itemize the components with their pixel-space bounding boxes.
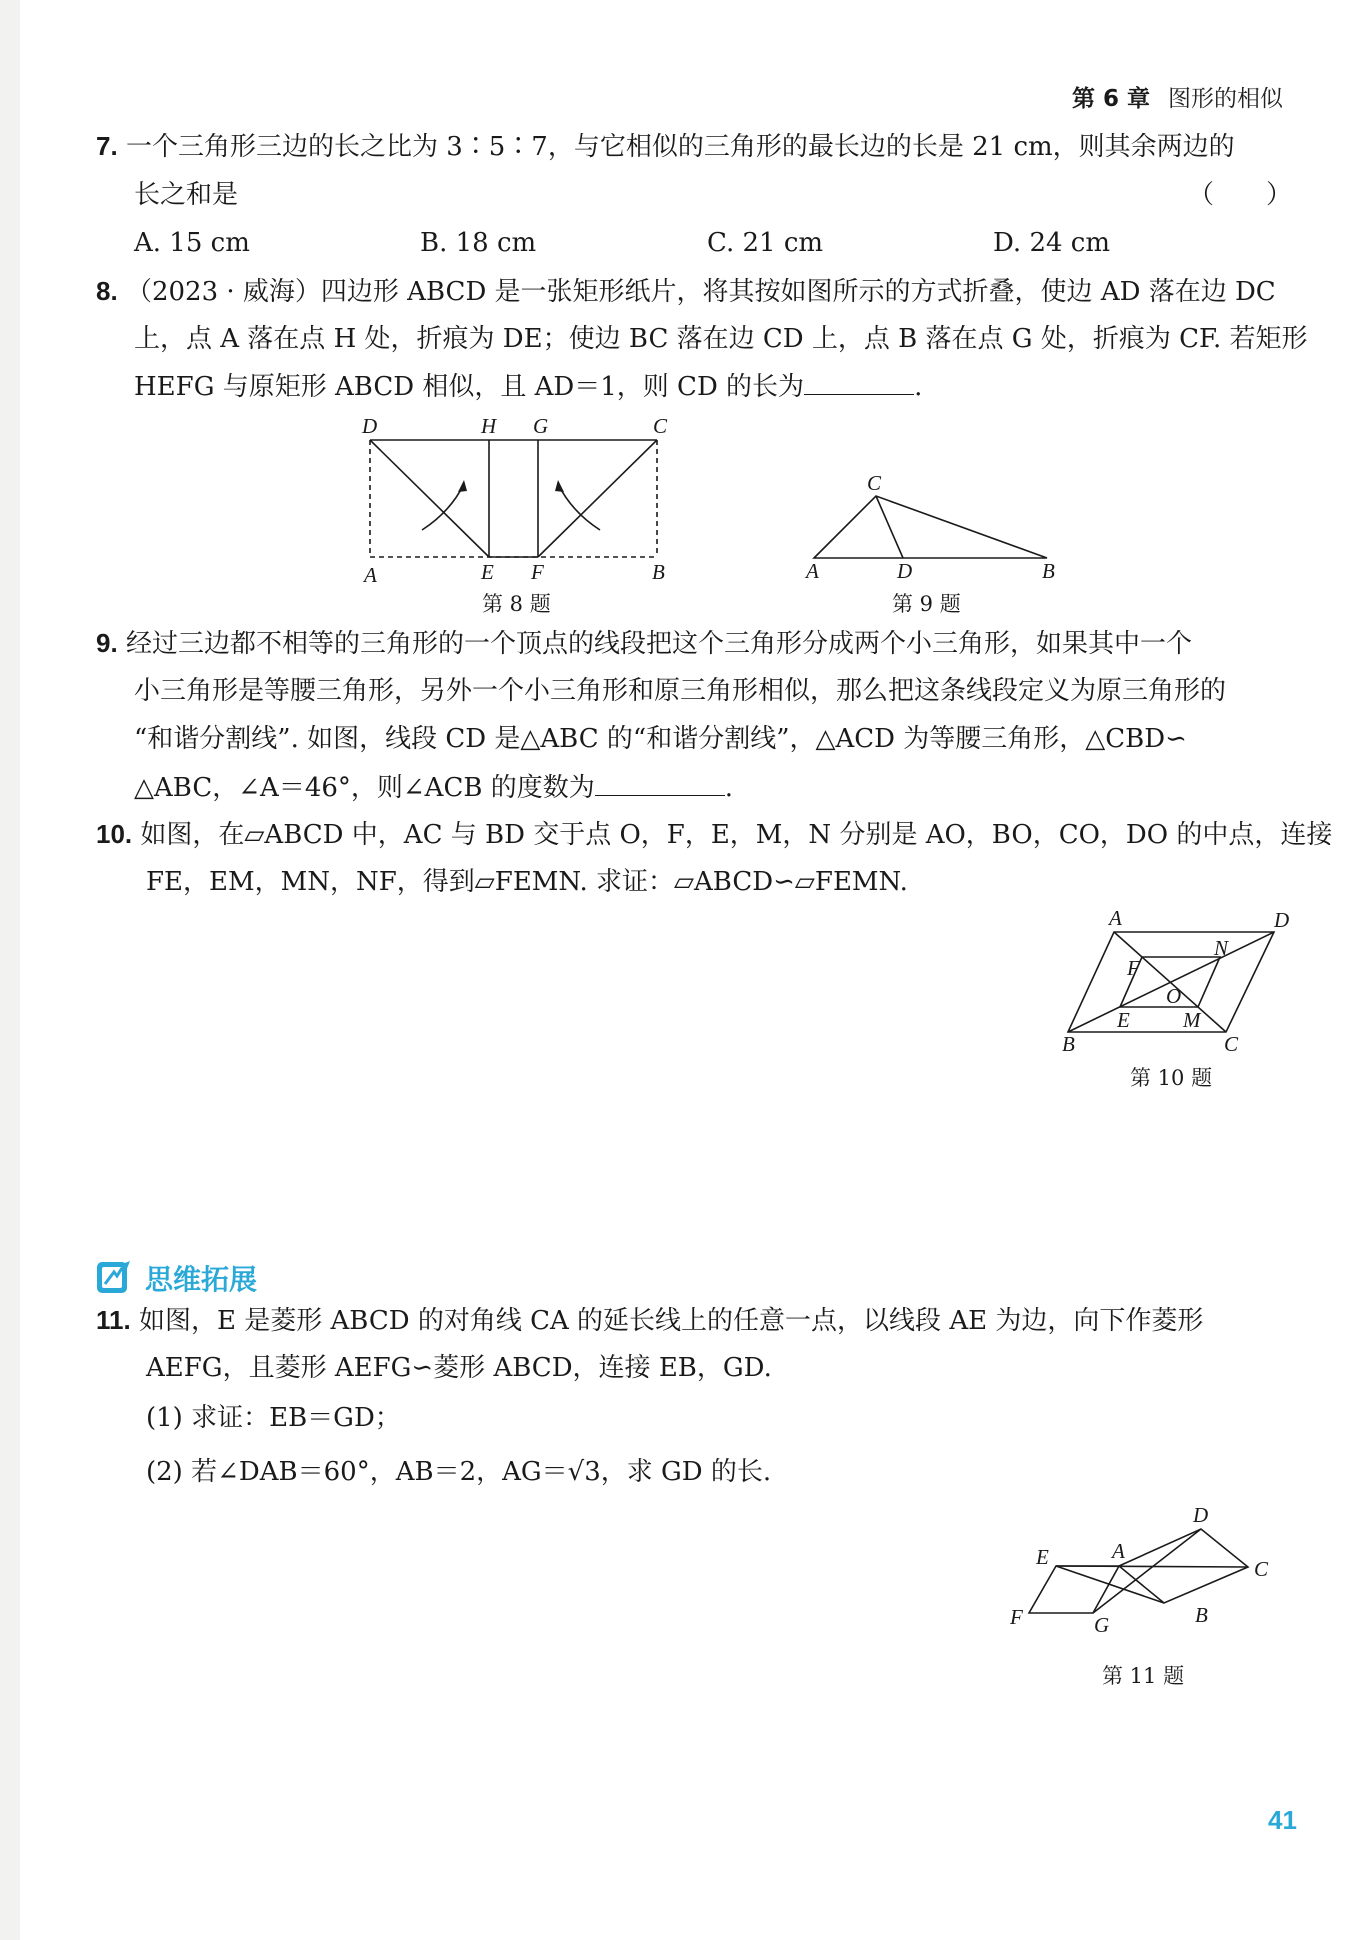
label-B: B	[1195, 1603, 1208, 1627]
label-F: F	[1010, 1605, 1023, 1629]
label-D: D	[1193, 1503, 1209, 1527]
arrowhead-left	[458, 480, 467, 492]
chapter-title: 图形的相似	[1168, 86, 1283, 112]
figure-11-diagram	[995, 1500, 1295, 1660]
label-F: F	[531, 560, 544, 584]
q10-line2: FE，EM，MN，NF，得到▱FEMN. 求证：▱ABCD∽▱FEMN.	[146, 867, 908, 897]
figure-9-diagram	[800, 465, 1070, 587]
q7-option-d: D. 24 cm	[993, 228, 1111, 258]
page-number: 41	[1268, 1805, 1297, 1835]
q8-period: .	[914, 372, 923, 402]
q9-line2: 小三角形是等腰三角形，另外一个小三角形和原三角形相似，那么把这条线段定义为原三角形的	[134, 676, 1227, 706]
fold-arrow-right	[558, 484, 600, 530]
q9-line3: “和谐分割线”. 如图，线段 CD 是△ABC 的“和谐分割线”，△ACD 为等腰三角形，△CBD∽	[134, 724, 1187, 754]
q8-line3	[134, 370, 922, 403]
label-O: O	[1166, 984, 1182, 1008]
q7-line1	[96, 130, 1235, 163]
q9-answer-blank	[595, 771, 725, 796]
segment-eb	[1056, 1566, 1164, 1603]
figure-8-diagram	[350, 412, 680, 592]
q7-option-a: A. 15 cm	[134, 228, 250, 258]
crease-cf	[538, 440, 657, 557]
label-C: C	[867, 471, 882, 495]
label-C: C	[1254, 1557, 1269, 1581]
q9-line1	[96, 627, 1192, 660]
label-H: H	[481, 414, 497, 438]
triangle-abc	[814, 496, 1047, 558]
figure-9-caption: 第 9 题	[892, 592, 961, 616]
label-F: F	[1127, 956, 1140, 980]
label-B: B	[652, 560, 665, 584]
rhombus-aefg	[1029, 1566, 1119, 1613]
label-B: B	[1042, 559, 1055, 583]
arrowhead-right	[555, 480, 564, 492]
extension-section-title: 思维拓展	[145, 1263, 258, 1296]
q7-option-b: B. 18 cm	[420, 228, 537, 258]
q10-text1: 如图，在▱ABCD 中，AC 与 BD 交于点 O，F，E，M，N 分别是 AO，BO，CO，DO 的中点，连接	[140, 820, 1333, 850]
label-D: D	[897, 559, 913, 583]
q8-number: 8.	[96, 276, 118, 306]
q11-line2: AEFG，且菱形 AEFG∽菱形 ABCD，连接 EB，GD.	[146, 1353, 772, 1383]
q11-part2: (2) 若∠DAB＝60°，AB＝2，AG＝√3，求 GD 的长.	[146, 1457, 772, 1487]
label-E: E	[1036, 1545, 1049, 1569]
label-A: A	[1109, 906, 1122, 930]
q7-line2: 长之和是	[134, 180, 239, 210]
segment-gd	[1093, 1529, 1201, 1613]
q9-text1: 经过三边都不相等的三角形的一个顶点的线段把这个三角形分成两个小三角形，如果其中一个	[125, 629, 1192, 659]
chapter-label: 第 6 章	[1072, 86, 1151, 112]
q10-line1	[96, 818, 1332, 851]
q9-period: .	[724, 773, 733, 803]
figure-10-diagram	[1050, 905, 1300, 1055]
label-C: C	[653, 414, 668, 438]
label-A: A	[1112, 1539, 1125, 1563]
label-D: D	[362, 414, 378, 438]
q8-text1: （2023 · 威海）四边形 ABCD 是一张矩形纸片，将其按如图所示的方式折叠，使边 AD 落在边 DC	[125, 277, 1276, 307]
label-D: D	[1274, 908, 1290, 932]
label-G: G	[1094, 1613, 1110, 1637]
label-A: A	[806, 559, 819, 583]
figure-8-caption: 第 8 题	[482, 592, 551, 616]
extension-section-icon	[96, 1259, 132, 1295]
label-N: N	[1214, 936, 1229, 960]
q9-text4: △ABC，∠A＝46°，则∠ACB 的度数为	[134, 773, 595, 803]
diagonal-bd	[1068, 932, 1274, 1032]
label-E: E	[1117, 1008, 1130, 1032]
label-C: C	[1224, 1032, 1239, 1055]
q10-number: 10.	[96, 819, 133, 849]
q8-text3: HEFG 与原矩形 ABCD 相似，且 AD＝1，则 CD 的长为	[134, 372, 805, 402]
q11-line1	[96, 1304, 1203, 1337]
label-B: B	[1062, 1032, 1075, 1055]
label-M: M	[1183, 1008, 1201, 1032]
label-E: E	[481, 560, 494, 584]
q11-part1: (1) 求证：EB＝GD；	[146, 1403, 401, 1433]
q7-number: 7.	[96, 131, 118, 161]
figure-11-caption: 第 11 题	[1102, 1664, 1185, 1688]
label-A: A	[364, 563, 377, 587]
figure-10-caption: 第 10 题	[1130, 1066, 1213, 1090]
q9-line4	[134, 771, 733, 804]
q7-answer-paren: （ ）	[1188, 180, 1293, 210]
label-G: G	[533, 414, 549, 438]
q11-text1: 如图，E 是菱形 ABCD 的对角线 CA 的延长线上的任意一点，以线段 AE 为边，向下作菱形	[138, 1306, 1204, 1336]
q7-text1: 一个三角形三边的长之比为 3∶5∶7，与它相似的三角形的最长边的长是 21 cm，则其余两边的	[125, 132, 1235, 162]
crease-de	[370, 440, 489, 557]
q8-line1	[96, 275, 1276, 308]
fold-arrow-left	[422, 484, 464, 530]
q8-line2: 上，点 A 落在点 H 处，折痕为 DE；使边 BC 落在边 CD 上，点 B 落在点 G 处，折痕为 CF. 若矩形	[134, 324, 1308, 354]
q8-answer-blank	[804, 370, 914, 395]
q11-number: 11.	[96, 1305, 131, 1335]
segment-cd	[876, 496, 903, 558]
q9-number: 9.	[96, 628, 118, 658]
q7-option-c: C. 21 cm	[707, 228, 824, 258]
